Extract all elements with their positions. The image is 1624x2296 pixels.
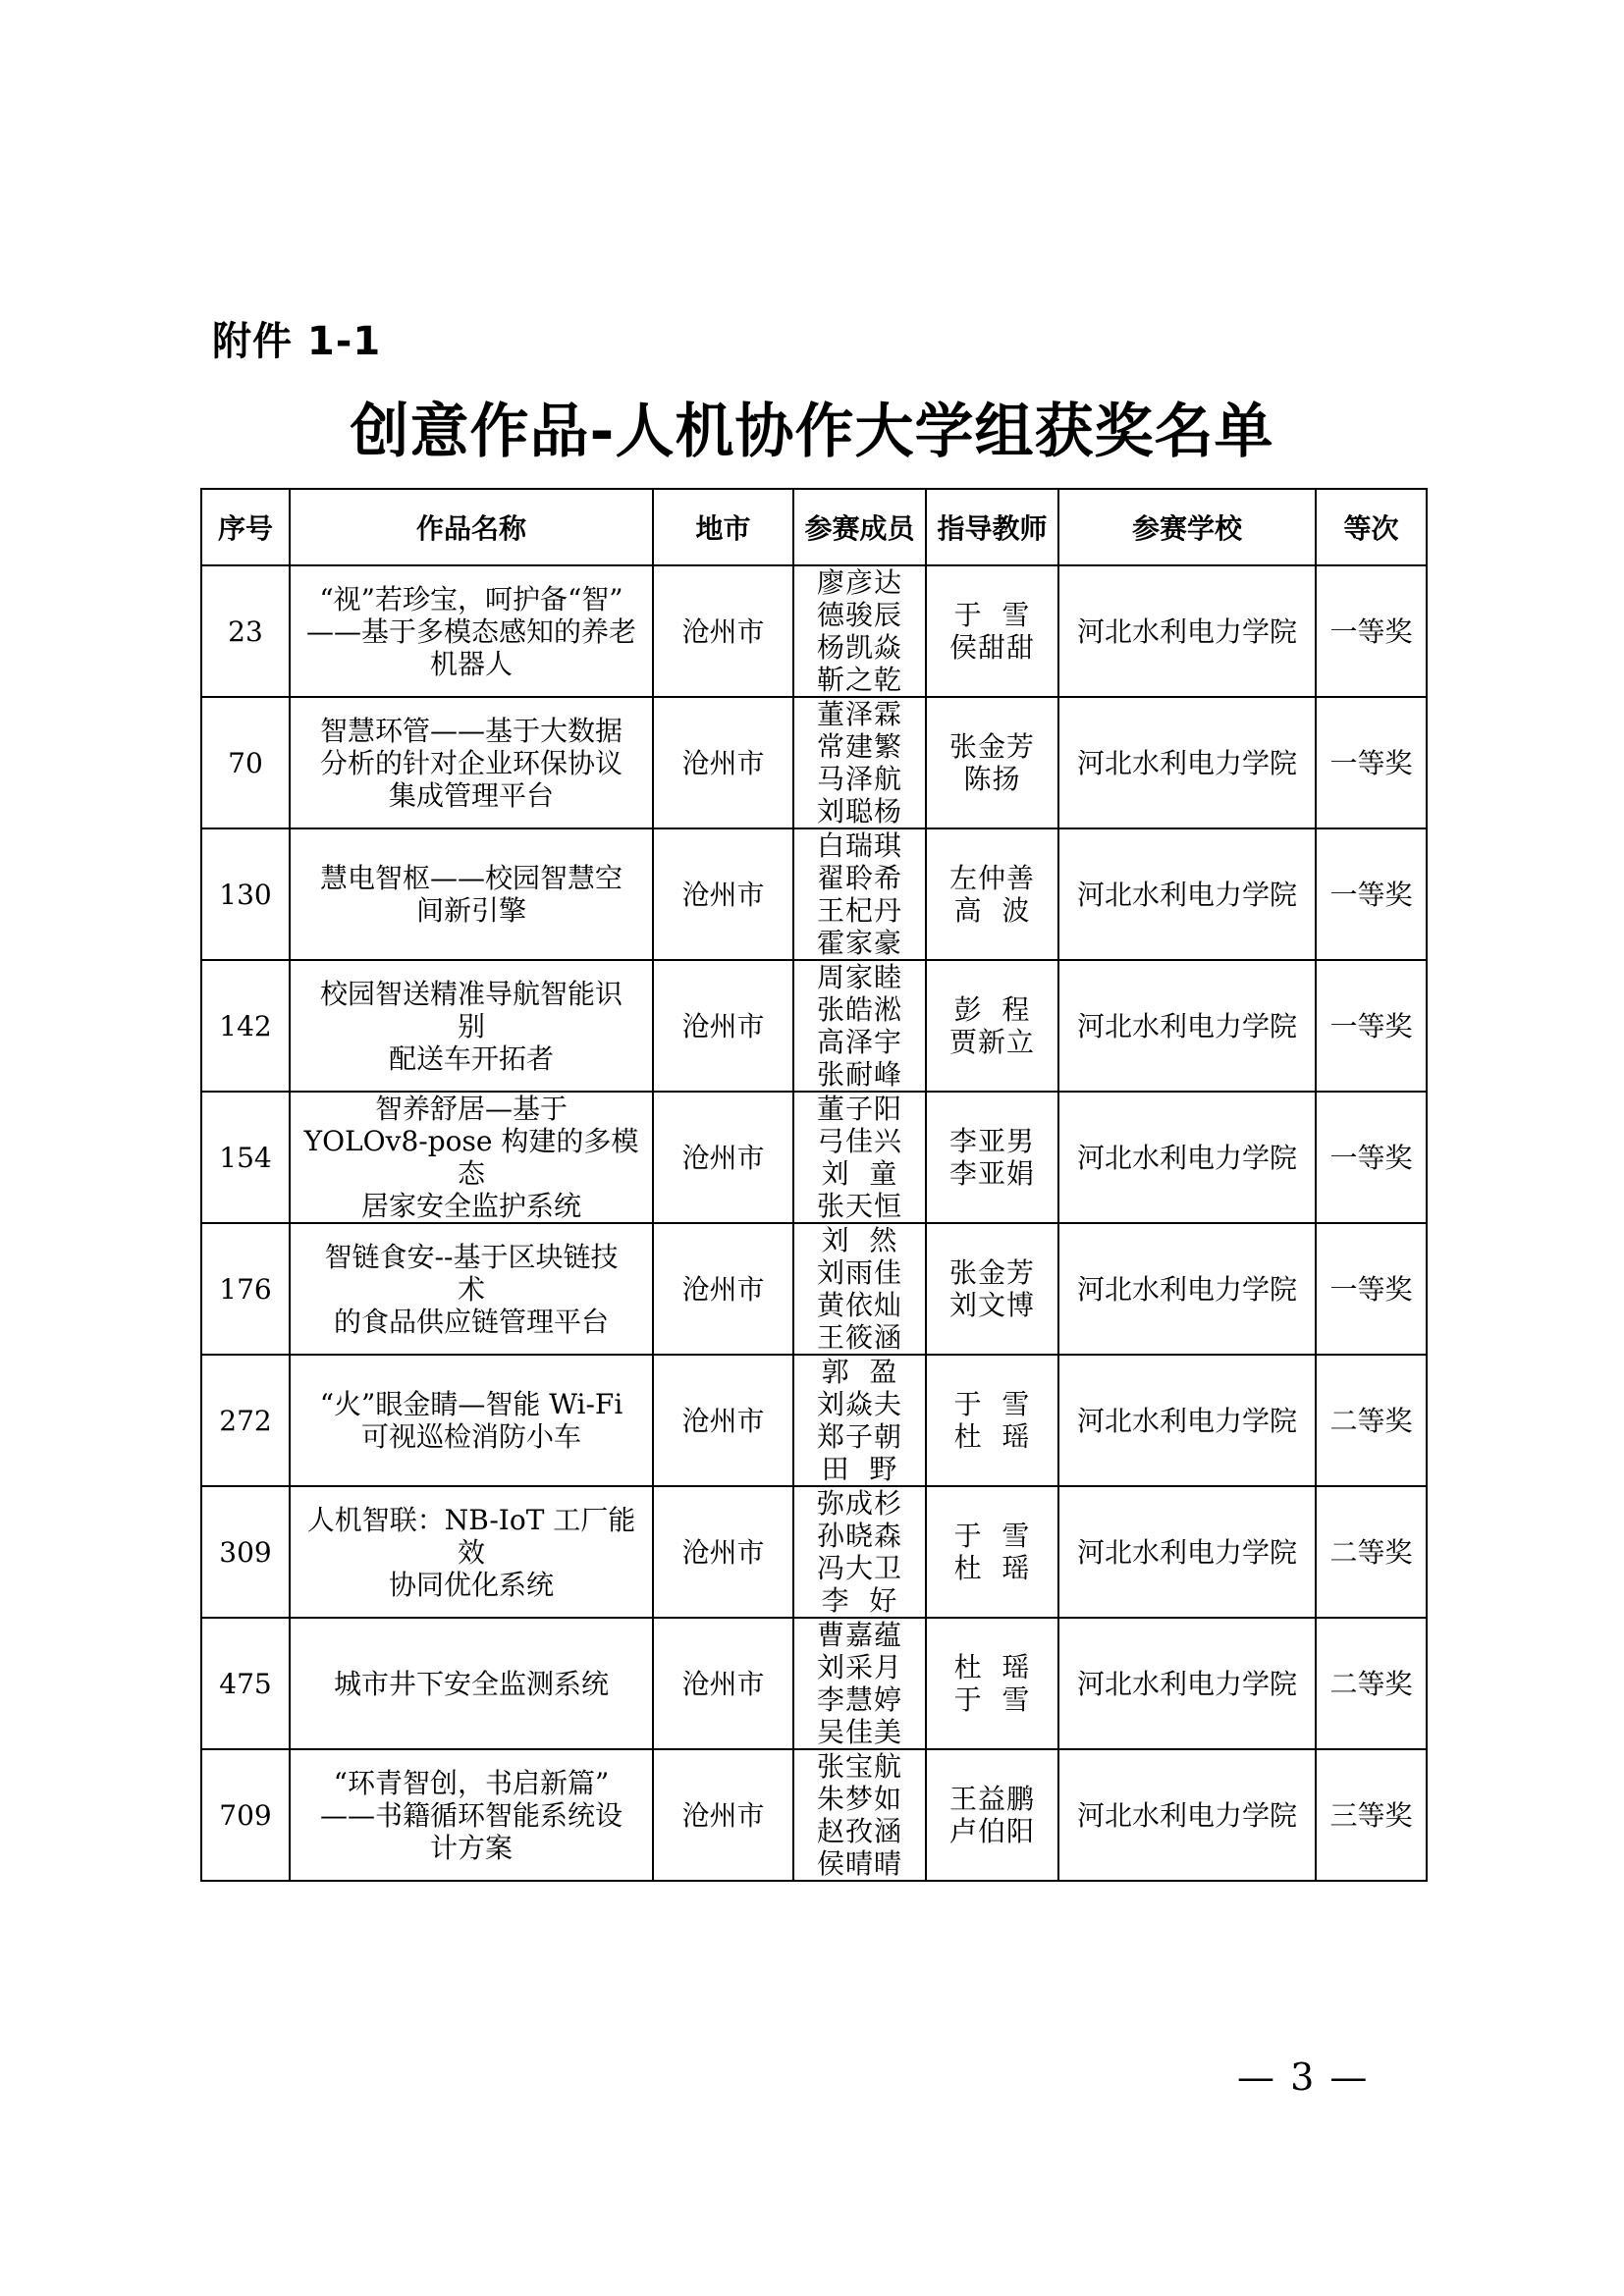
cell-school: 河北水利电力学院 [1058,1355,1316,1486]
cell-school: 河北水利电力学院 [1058,960,1316,1092]
cell-award: 二等奖 [1316,1618,1427,1749]
member-name: 董泽霖 [816,698,902,730]
member-name: 杨凯焱 [816,631,902,664]
member-name: 弓佳兴 [816,1125,902,1157]
cell-teachers [926,828,1058,960]
cell-award: 一等奖 [1316,1223,1427,1355]
cell-teachers [926,1223,1058,1355]
member-name: 刘 然 [821,1224,898,1256]
cell-members [793,1355,926,1486]
teacher-name: 于 雪 [953,1388,1031,1420]
member-name: 周家睦 [816,961,902,993]
cell-award: 一等奖 [1316,565,1427,697]
member-name: 黄依灿 [816,1289,902,1321]
table-row [201,1618,1427,1749]
table-row [201,1486,1427,1618]
cell-no: 176 [201,1223,290,1355]
member-name: 马泽航 [816,763,902,795]
cell-teachers [926,1092,1058,1223]
member-name: 吴佳美 [816,1716,902,1748]
cell-no: 154 [201,1092,290,1223]
teacher-name: 张金芳 [948,1256,1035,1289]
header-teachers: 指导教师 [926,489,1058,565]
teacher-name: 高 波 [953,894,1031,927]
member-name: 霍家豪 [816,927,902,959]
member-name: 朱梦如 [816,1783,902,1815]
teacher-name: 杜 瑶 [953,1420,1031,1453]
teacher-name: 于 雪 [953,1520,1031,1552]
member-name: 张耐峰 [816,1058,902,1091]
member-name: 张皓淞 [816,993,902,1026]
member-name: 李慧婷 [816,1683,902,1716]
cell-teachers [926,1618,1058,1749]
cell-award: 一等奖 [1316,697,1427,828]
member-name: 刘聪杨 [816,795,902,828]
cell-school: 河北水利电力学院 [1058,697,1316,828]
cell-members [793,1092,926,1223]
cell-teachers [926,1486,1058,1618]
member-name: 侯晴晴 [816,1847,902,1880]
cell-city: 沧州市 [653,565,793,697]
member-name: 弥成杉 [816,1487,902,1520]
cell-teachers [926,960,1058,1092]
member-name: 郑子朝 [816,1420,902,1453]
cell-work-name: 校园智送精准导航智能识 别 配送车开拓者 [290,960,653,1092]
teacher-name: 于 雪 [953,599,1031,631]
table-row [201,1223,1427,1355]
member-name: 廖彦达 [816,566,902,599]
cell-award: 一等奖 [1316,1092,1427,1223]
member-name: 常建繁 [816,730,902,763]
teacher-name: 张金芳 [948,730,1035,763]
member-name: 刘 童 [821,1157,898,1190]
cell-members [793,960,926,1092]
cell-city: 沧州市 [653,1749,793,1881]
cell-city: 沧州市 [653,697,793,828]
awards-table [200,488,1428,1882]
member-name: 冯大卫 [816,1552,902,1584]
member-name: 高泽宇 [816,1026,902,1058]
cell-city: 沧州市 [653,1618,793,1749]
member-name: 刘焱夫 [816,1388,902,1420]
cell-no: 70 [201,697,290,828]
teacher-name: 刘文博 [948,1289,1035,1321]
cell-no: 130 [201,828,290,960]
cell-work-name: 智链食安--基于区块链技 术 的食品供应链管理平台 [290,1223,653,1355]
cell-teachers [926,565,1058,697]
header-members: 参赛成员 [793,489,926,565]
cell-no: 272 [201,1355,290,1486]
cell-city: 沧州市 [653,1092,793,1223]
cell-no: 23 [201,565,290,697]
table-row [201,1749,1427,1881]
cell-city: 沧州市 [653,1486,793,1618]
cell-award: 三等奖 [1316,1749,1427,1881]
member-name: 刘采月 [816,1651,902,1683]
cell-members [793,1223,926,1355]
cell-work-name: 智养舒居—基于 YOLOv8-pose 构建的多模态 居家安全监护系统 [290,1092,653,1223]
cell-no: 309 [201,1486,290,1618]
cell-city: 沧州市 [653,960,793,1092]
cell-no: 709 [201,1749,290,1881]
header-city: 地市 [653,489,793,565]
teacher-name: 陈扬 [963,763,1021,795]
cell-teachers [926,697,1058,828]
cell-no: 142 [201,960,290,1092]
table-row [201,960,1427,1092]
attachment-label: 附件 1-1 [212,319,382,364]
header-school: 参赛学校 [1058,489,1316,565]
table-row [201,1092,1427,1223]
cell-award: 二等奖 [1316,1486,1427,1618]
table-row [201,828,1427,960]
cell-work-name: 慧电智枢——校园智慧空 间新引擎 [290,828,653,960]
cell-members [793,565,926,697]
header-no: 序号 [201,489,290,565]
table-row [201,697,1427,828]
member-name: 靳之乾 [816,664,902,696]
table-row [201,1355,1427,1486]
member-name: 王杞丹 [816,894,902,927]
table-row [201,565,1427,697]
teacher-name: 李亚男 [948,1125,1035,1157]
member-name: 郭 盈 [821,1356,898,1388]
cell-work-name: “火”眼金睛—智能 Wi-Fi 可视巡检消防小车 [290,1355,653,1486]
cell-award: 二等奖 [1316,1355,1427,1486]
cell-members [793,1618,926,1749]
cell-school: 河北水利电力学院 [1058,1749,1316,1881]
teacher-name: 彭 程 [953,993,1031,1026]
cell-no: 475 [201,1618,290,1749]
teacher-name: 杜 瑶 [953,1651,1031,1683]
member-name: 董子阳 [816,1093,902,1125]
cell-school: 河北水利电力学院 [1058,828,1316,960]
cell-city: 沧州市 [653,1223,793,1355]
cell-city: 沧州市 [653,828,793,960]
teacher-name: 李亚娟 [948,1157,1035,1190]
cell-award: 一等奖 [1316,960,1427,1092]
header-award: 等次 [1316,489,1427,565]
cell-teachers [926,1749,1058,1881]
cell-teachers [926,1355,1058,1486]
teacher-name: 卢伯阳 [948,1815,1035,1847]
cell-members [793,1486,926,1618]
page-title: 创意作品-人机协作大学组获奖名单 [350,398,1274,466]
cell-work-name: 智慧环管——基于大数据 分析的针对企业环保协议 集成管理平台 [290,697,653,828]
cell-school: 河北水利电力学院 [1058,1223,1316,1355]
header-work: 作品名称 [290,489,653,565]
cell-city: 沧州市 [653,1355,793,1486]
teacher-name: 左仲善 [948,862,1035,894]
member-name: 赵孜涵 [816,1815,902,1847]
teacher-name: 于 雪 [953,1683,1031,1716]
cell-work-name: 人机智联：NB-IoT 工厂能 效 协同优化系统 [290,1486,653,1618]
cell-school: 河北水利电力学院 [1058,1618,1316,1749]
cell-work-name: “环青智创，书启新篇” ——书籍循环智能系统设 计方案 [290,1749,653,1881]
cell-school: 河北水利电力学院 [1058,1092,1316,1223]
cell-work-name: 城市井下安全监测系统 [290,1618,653,1749]
member-name: 李 好 [821,1584,898,1617]
member-name: 孙晓森 [816,1520,902,1552]
member-name: 德骏辰 [816,599,902,631]
table-header-row [201,489,1427,565]
member-name: 翟聆希 [816,862,902,894]
cell-members [793,1749,926,1881]
member-name: 田 野 [821,1453,898,1485]
teacher-name: 侯甜甜 [948,631,1035,664]
member-name: 张宝航 [816,1750,902,1783]
member-name: 白瑞琪 [816,829,902,862]
teacher-name: 贾新立 [948,1026,1035,1058]
cell-work-name: “视”若珍宝，呵护备“智” ——基于多模态感知的养老 机器人 [290,565,653,697]
member-name: 曹嘉蕴 [816,1619,902,1651]
teacher-name: 杜 瑶 [953,1552,1031,1584]
cell-members [793,697,926,828]
cell-school: 河北水利电力学院 [1058,565,1316,697]
cell-award: 一等奖 [1316,828,1427,960]
member-name: 王筱涵 [816,1321,902,1354]
teacher-name: 王益鹏 [948,1783,1035,1815]
cell-members [793,828,926,960]
member-name: 刘雨佳 [816,1256,902,1289]
member-name: 张天恒 [816,1190,902,1222]
cell-school: 河北水利电力学院 [1058,1486,1316,1618]
page-number: — 3 — [1237,2056,1370,2099]
